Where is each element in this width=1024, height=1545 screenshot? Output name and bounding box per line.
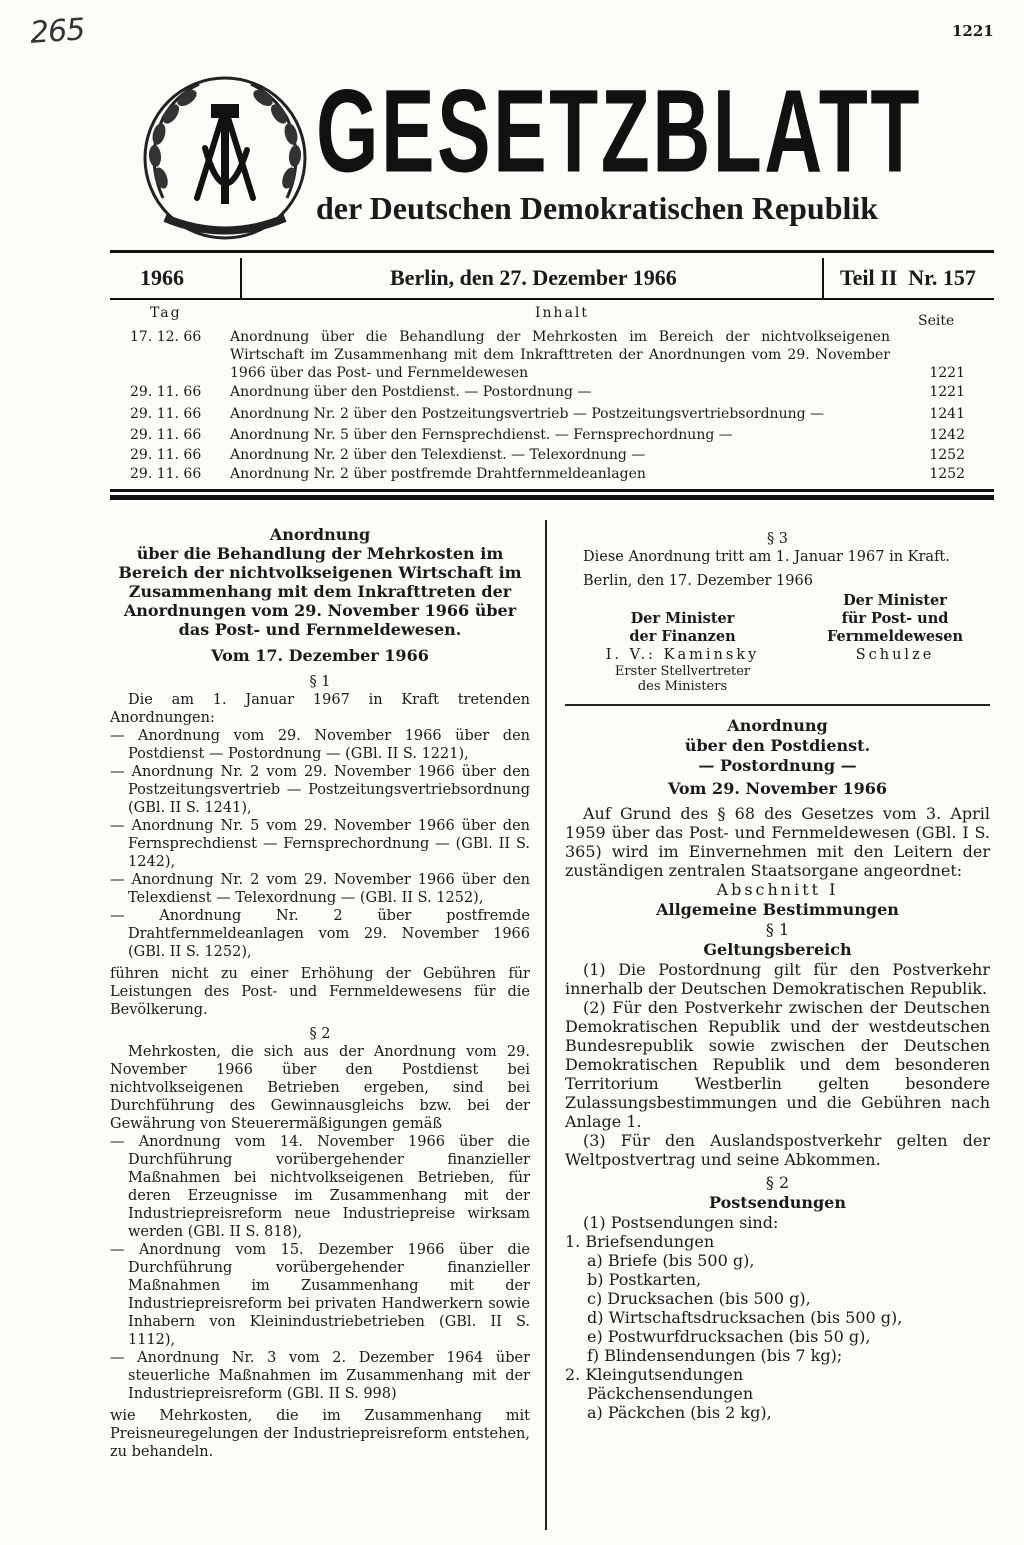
toc-date: 17. 12. 66 — [130, 329, 202, 345]
signer-name: Schulze — [855, 647, 935, 663]
toc-page: 1241 — [929, 406, 965, 422]
list-item: — Anordnung Nr. 2 vom 29. November 1966 über den Telexdienst — Telexordnung — (GBl. II S. 1252), — [110, 872, 530, 906]
list-item: — Anordnung Nr. 3 vom 2. Dezember 1964 über steuerliche Maßnahmen im Zusammenhang mit der Industriepreisreform (GBl. II S. 998) — [110, 1350, 530, 1402]
toc-page: 1242 — [929, 427, 965, 443]
paragraph: Diese Anordnung tritt am 1. Januar 1967 in Kraft. — [583, 549, 950, 565]
toc-date: 29. 11. 66 — [130, 427, 202, 443]
header-rule — [110, 250, 994, 253]
issue-year: 1966 — [140, 265, 184, 290]
toc-col-title: Inhalt — [535, 305, 590, 321]
toc-text: Anordnung Nr. 2 über den Postzeitungsvertrieb — Postzeitungsvertriebsordnung — — [230, 406, 825, 422]
handwritten-annotation: 265 — [28, 12, 86, 51]
toc-date: 29. 11. 66 — [130, 447, 202, 463]
toc-col-date: Tag — [150, 305, 182, 321]
column-divider — [545, 520, 547, 1530]
toc-date: 29. 11. 66 — [130, 384, 202, 400]
paragraph: (1) Die Postordnung gilt für den Postverkehr innerhalb der Deutschen Demokratischen Republik. — [565, 960, 990, 998]
toc-rule — [110, 489, 994, 492]
paragraph: wie Mehrkosten, die im Zusammenhang mit Preisneuregelungen der Industriepreisreform entstehen, zu behandeln. — [110, 1408, 530, 1460]
right-column — [565, 716, 990, 1422]
list-item: — Anordnung Nr. 2 über postfremde Drahtfernmeldeanlagen vom 29. November 1966 (GBl. II S. 1252), — [110, 908, 530, 960]
paragraph: (3) Für den Auslandspostverkehr gelten der Weltpostvertrag und seine Abkommen. — [565, 1131, 990, 1169]
section-label: § 1 — [765, 920, 790, 939]
signature-block-finance — [590, 610, 775, 694]
list-item: — Anordnung vom 15. Dezember 1966 über die Durchführung vorübergehender finanzieller Maßnahmen im Zusammenhang mit der Industriepreisreform bei privaten Handwerkern sowie Inhabern von Kleinindustriebetrieben (GBl. II S. 1112), — [110, 1242, 530, 1348]
decree-date: Vom 17. Dezember 1966 — [211, 646, 429, 665]
list-item: a) Briefe (bis 500 g), — [587, 1251, 755, 1270]
toc-text: Anordnung über die Behandlung der Mehrkosten im Bereich der nichtvolkseigenen Wirtschaft im Zusammenhang mit dem Inkrafttreten der Anordnungen vom 29. November 1966 über das Post- und Fernmeldewesen — [230, 329, 890, 381]
list-item: c) Drucksachen (bis 500 g), — [587, 1289, 811, 1308]
postordnung-title: Anordnung über den Postdienst. — Postordnung — — [684, 716, 871, 775]
toc-rule-double — [110, 495, 994, 500]
signer-role: Erster Stellvertreter des Ministers — [614, 664, 751, 694]
toc-date: 29. 11. 66 — [130, 466, 202, 482]
decree-title: Anordnung über die Behandlung der Mehrkosten im Bereich der nichtvolkseigenen Wirtschaft im Zusammenhang mit dem Inkrafttreten der Anordnungen vom 29. November 1966 über das Post- und Fernmeldewesen. — [118, 525, 522, 639]
paragraph: Auf Grund des § 68 des Gesetzes vom 3. April 1959 über das Post- und Fernmeldewesen (GBl. I S. 365) wird im Einvernehmen mit den Leitern der zuständigen zentralen Staatsorgane angeordnet: — [565, 804, 990, 880]
toc-text: Anordnung Nr. 2 über den Telexdienst. — Telexordnung — — [230, 447, 646, 463]
masthead-subtitle: der Deutschen Demokratischen Republik — [316, 190, 879, 226]
toc-col-page: Seite — [918, 313, 955, 329]
issue-place-date: Berlin, den 27. Dezember 1966 — [390, 265, 677, 290]
date-bar — [110, 258, 994, 300]
section-title: Geltungsbereich — [703, 940, 852, 959]
list-item: — Anordnung vom 29. November 1966 über den Postdienst — Postordnung — (GBl. II S. 1221), — [110, 728, 530, 762]
date-bar-divider — [240, 258, 242, 298]
list-item: a) Päckchen (bis 2 kg), — [587, 1403, 772, 1422]
list-item: f) Blindensendungen (bis 7 kg); — [587, 1346, 843, 1365]
section-label: § 2 — [765, 1173, 790, 1192]
list-item: e) Postwurfdrucksachen (bis 50 g), — [587, 1327, 871, 1346]
toc-page: 1221 — [929, 384, 965, 400]
right-column-top — [565, 530, 990, 590]
chapter-title: Allgemeine Bestimmungen — [656, 900, 899, 919]
signer-title: Der Minister der Finanzen — [629, 610, 736, 645]
list-subheading: Päckchensendungen — [587, 1384, 754, 1403]
toc-page: 1252 — [929, 447, 965, 463]
paragraph: Die am 1. Januar 1967 in Kraft tretenden Anordnungen: — [110, 692, 530, 726]
signer-name: I. V.: Kaminsky — [605, 647, 760, 663]
list-item: b) Postkarten, — [587, 1270, 702, 1289]
left-column — [110, 525, 530, 1461]
list-heading: 2. Kleingutsendungen — [565, 1365, 744, 1384]
section-label: § 2 — [309, 1026, 331, 1042]
postordnung-date: Vom 29. November 1966 — [667, 779, 888, 798]
masthead-title: GESETZBLATT — [316, 64, 922, 197]
paragraph: (1) Postsendungen sind: — [583, 1213, 779, 1232]
signer-title: Der Minister für Post- und Fernmeldewesen — [827, 592, 963, 645]
paragraph: Mehrkosten, die sich aus der Anordnung vom 29. November 1966 über den Postdienst bei nichtvolkseigenen Betrieben ergeben, sind bei Durchführung des Gewinnausgleichs bzw. bei der Gewährung von Steuerermäßigungen gemäß — [110, 1044, 530, 1132]
toc-date: 29. 11. 66 — [130, 406, 202, 422]
date-bar-divider — [822, 258, 824, 298]
section-title: Postsendungen — [709, 1193, 846, 1212]
list-item: — Anordnung Nr. 5 vom 29. November 1966 über den Fernsprechdienst — Fernsprechordnung — (GBl. II S. 1242), — [110, 818, 530, 870]
chapter-label: Abschnitt I — [716, 880, 839, 899]
toc-page: 1252 — [929, 466, 965, 482]
section-label: § 3 — [766, 531, 789, 547]
section-rule — [565, 704, 990, 706]
toc-text: Anordnung Nr. 2 über postfremde Drahtfernmeldeanlagen — [230, 466, 646, 482]
toc-page: 1221 — [929, 365, 965, 381]
list-item: d) Wirtschaftsdrucksachen (bis 500 g), — [587, 1308, 903, 1327]
list-item: — Anordnung Nr. 2 vom 29. November 1966 über den Postzeitungsvertrieb — Postzeitungsvertriebsordnung (GBl. II S. 1241), — [110, 764, 530, 816]
toc-text: Anordnung Nr. 5 über den Fernsprechdienst. — Fernsprechordnung — — [230, 427, 733, 443]
list-item: — Anordnung vom 14. November 1966 über die Durchführung vorübergehender finanzieller Maßnahmen bei nichtvolkseigenen Betrieben, für deren Erzeugnisse im Zusammenhang mit der Industriepreisreform neue Industriepreise wirksam werden (GBl. II S. 818), — [110, 1134, 530, 1240]
signature-block-post — [800, 592, 990, 664]
section-label: § 1 — [309, 674, 331, 690]
paragraph: führen nicht zu einer Erhöhung der Gebühren für Leistungen des Post- und Fernmeldewesens für die Bevölkerung. — [110, 966, 530, 1018]
state-emblem-icon — [135, 68, 315, 248]
signing-place-date: Berlin, den 17. Dezember 1966 — [583, 573, 813, 589]
issue-number: Teil II Nr. 157 — [840, 265, 976, 290]
list-heading: 1. Briefsendungen — [565, 1232, 715, 1251]
paragraph: (2) Für den Postverkehr zwischen der Deutschen Demokratischen Republik und der westdeutschen Bundesrepublik sowie zwischen der Deutschen Demokratischen Republik und dem besonderen Territorium Westberlin gelten besondere Zulassungsbestimmungen und die Gebühren nach Anlage 1. — [565, 998, 990, 1131]
toc-text: Anordnung über den Postdienst. — Postordnung — — [230, 384, 592, 400]
page-number: 1221 — [952, 22, 994, 40]
